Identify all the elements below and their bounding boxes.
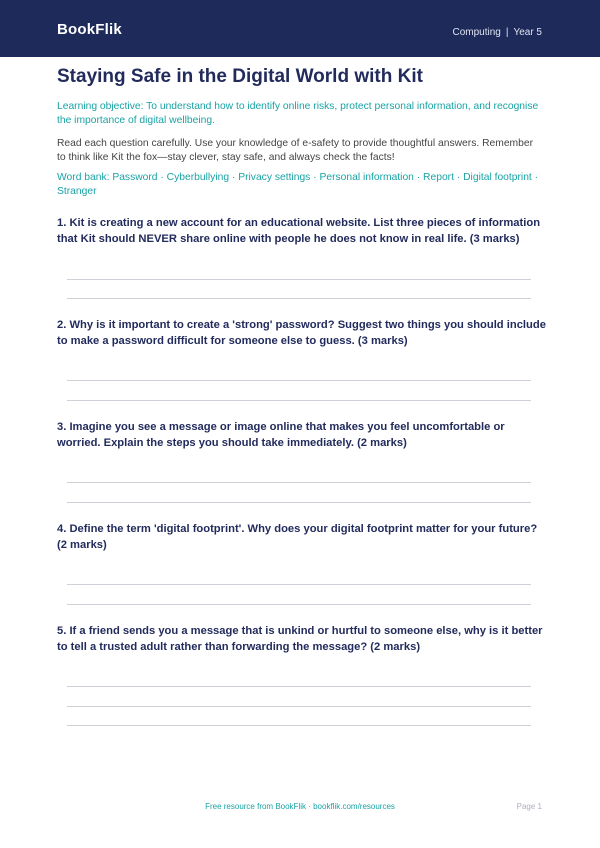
subject-name: Computing [452,27,501,38]
answer-line[interactable] [67,279,531,280]
instructions: Read each question carefully. Use your knowledge of e-safety to provide thoughtful answers. Remember to think like Kit the fox—stay clever, stay safe, and always check the facts! [57,138,534,163]
question-text: 1. Kit is creating a new account for an educational website. List three pieces of information that Kit should NEVER share online with people he does not know in real life. (3 marks) [57,217,541,245]
question-3 [57,419,547,451]
answer-line[interactable] [67,482,531,483]
brand-name: BookFlik [57,21,122,38]
learning-objective: Learning objective: To understand how to identify online risks, protect personal information, and recognise the importance of digital wellbeing. [57,101,539,126]
answer-line[interactable] [67,298,531,299]
question-text: 4. Define the term 'digital footprint'. Why does your digital footprint matter for your future? (2 marks) [57,523,538,551]
answer-line[interactable] [67,686,531,687]
answer-line[interactable] [67,706,531,707]
answer-line[interactable] [67,380,531,381]
question-1 [57,215,547,247]
question-text: 5. If a friend sends you a message that is unkind or hurtful to someone else, why is it better to tell a trusted adult rather than forwarding the message? (2 marks) [57,625,543,653]
question-2 [57,317,547,349]
answer-line[interactable] [67,502,531,503]
question-5 [57,623,547,655]
question-4 [57,521,547,553]
question-text: 2. Why is it important to create a 'strong' password? Suggest two things you should include to make a password difficult for someone else to guess. (3 marks) [57,319,546,347]
answer-line[interactable] [67,604,531,605]
page-header [0,0,600,57]
answer-line[interactable] [67,400,531,401]
answer-line[interactable] [67,584,531,585]
year-group: Year 5 [513,27,542,38]
subject-separator: | [505,27,509,38]
footer-text: Free resource from BookFlik · bookflik.com/resources [205,802,395,811]
subject-label [452,27,542,38]
page-number: Page 1 [516,802,542,811]
answer-line[interactable] [67,725,531,726]
question-text: 3. Imagine you see a message or image online that makes you feel uncomfortable or worried. Explain the steps you should take immediately. (2 marks) [57,421,505,449]
word-bank: Word bank: Password · Cyberbullying · Privacy settings · Personal information · Report · Digital footprint · Stranger [57,172,539,197]
page-title: Staying Safe in the Digital World with Kit [57,66,423,87]
